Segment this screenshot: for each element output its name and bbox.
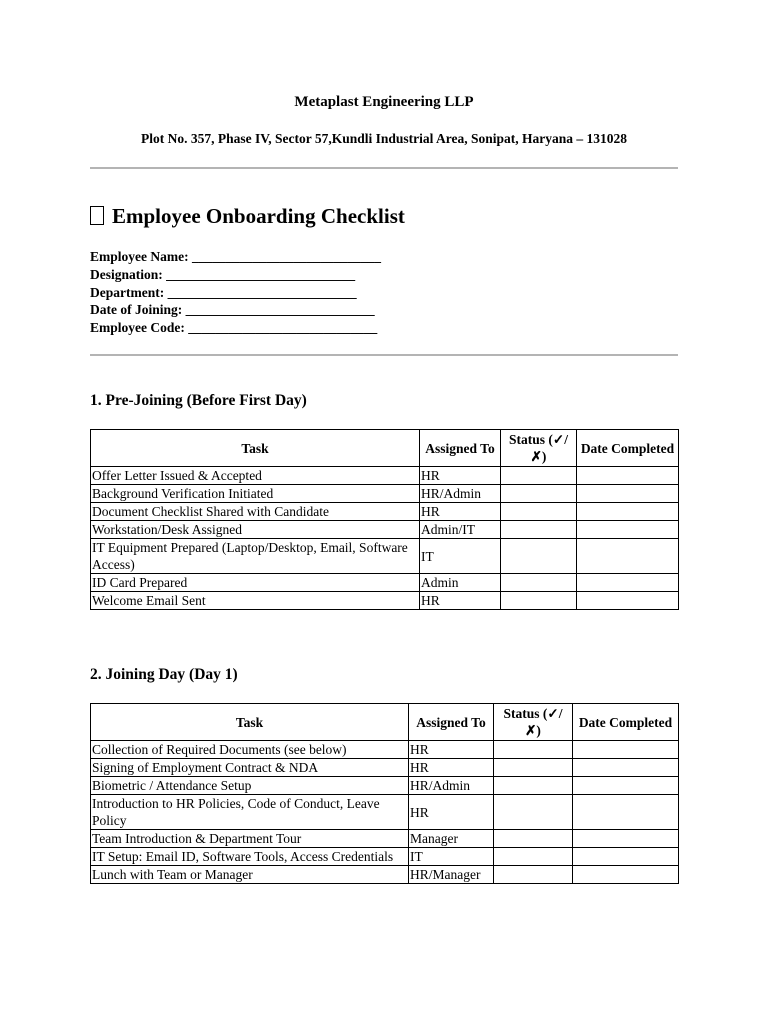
column-header-assigned-to: Assigned To <box>409 704 494 741</box>
assigned-to-cell: IT <box>409 848 494 866</box>
task-cell: Team Introduction & Department Tour <box>91 830 409 848</box>
status-cell[interactable] <box>501 574 577 592</box>
table-row <box>91 485 679 503</box>
assigned-to-cell: HR <box>420 467 501 485</box>
date-completed-cell[interactable] <box>577 539 679 574</box>
date-completed-cell[interactable] <box>573 848 679 866</box>
table-row <box>91 795 679 830</box>
column-header-date-completed: Date Completed <box>573 704 679 741</box>
date-completed-cell[interactable] <box>577 503 679 521</box>
task-cell: Biometric / Attendance Setup <box>91 777 409 795</box>
column-header-assigned-to: Assigned To <box>420 430 501 467</box>
status-cell[interactable] <box>501 503 577 521</box>
task-cell: IT Setup: Email ID, Software Tools, Access Credentials <box>91 848 409 866</box>
task-cell: Document Checklist Shared with Candidate <box>91 503 420 521</box>
date-completed-cell[interactable] <box>577 521 679 539</box>
status-cell[interactable] <box>494 759 573 777</box>
task-cell: IT Equipment Prepared (Laptop/Desktop, Email, Software Access) <box>91 539 420 574</box>
date-completed-cell[interactable] <box>577 592 679 610</box>
page-title <box>90 204 405 229</box>
table-row <box>91 848 679 866</box>
table-header-row <box>91 704 679 741</box>
date-completed-cell[interactable] <box>573 795 679 830</box>
assigned-to-cell: Admin <box>420 574 501 592</box>
status-cell[interactable] <box>501 592 577 610</box>
date-completed-cell[interactable] <box>573 759 679 777</box>
status-cell[interactable] <box>501 539 577 574</box>
task-cell: Offer Letter Issued & Accepted <box>91 467 420 485</box>
task-cell: Signing of Employment Contract & NDA <box>91 759 409 777</box>
date-completed-cell[interactable] <box>573 866 679 884</box>
page-title-text: Employee Onboarding Checklist <box>112 204 405 228</box>
column-header-task: Task <box>91 430 420 467</box>
table-row <box>91 574 679 592</box>
company-name: Metaplast Engineering LLP <box>294 94 474 110</box>
date-completed-cell[interactable] <box>577 467 679 485</box>
status-cell[interactable] <box>494 848 573 866</box>
assigned-to-cell: Admin/IT <box>420 521 501 539</box>
section-heading-pre-joining: 1. Pre-Joining (Before First Day) <box>90 392 307 409</box>
date-of-joining-field: Date of Joining: ____________________________ <box>90 302 375 318</box>
section-heading-joining-day: 2. Joining Day (Day 1) <box>90 666 238 683</box>
status-cell[interactable] <box>501 485 577 503</box>
divider <box>90 167 678 169</box>
checklist-icon <box>90 206 104 225</box>
assigned-to-cell: IT <box>420 539 501 574</box>
date-completed-cell[interactable] <box>577 485 679 503</box>
assigned-to-cell: Manager <box>409 830 494 848</box>
task-cell: Lunch with Team or Manager <box>91 866 409 884</box>
designation-field: Designation: ____________________________ <box>90 266 356 282</box>
status-cell[interactable] <box>494 795 573 830</box>
department-field: Department: ____________________________ <box>90 284 357 300</box>
status-cell[interactable] <box>501 521 577 539</box>
assigned-to-cell: HR <box>409 795 494 830</box>
pre-joining-rows <box>91 467 679 610</box>
table-row <box>91 521 679 539</box>
table-row <box>91 830 679 848</box>
status-cell[interactable] <box>494 741 573 759</box>
assigned-to-cell: HR/Admin <box>409 777 494 795</box>
joining-day-table <box>90 703 679 884</box>
status-cell[interactable] <box>494 830 573 848</box>
column-header-status: Status (✓/✗) <box>501 430 577 467</box>
table-row <box>91 503 679 521</box>
column-header-task: Task <box>91 704 409 741</box>
date-completed-cell[interactable] <box>573 741 679 759</box>
assigned-to-cell: HR <box>420 592 501 610</box>
joining-day-rows <box>91 741 679 884</box>
table-row <box>91 539 679 574</box>
task-cell: Welcome Email Sent <box>91 592 420 610</box>
employee-name-field: Employee Name: ____________________________ <box>90 249 381 264</box>
assigned-to-cell: HR/Admin <box>420 485 501 503</box>
status-cell[interactable] <box>494 777 573 795</box>
table-row <box>91 741 679 759</box>
date-completed-cell[interactable] <box>573 830 679 848</box>
assigned-to-cell: HR <box>409 759 494 777</box>
date-completed-cell[interactable] <box>573 777 679 795</box>
task-cell: Collection of Required Documents (see below) <box>91 741 409 759</box>
status-cell[interactable] <box>501 467 577 485</box>
date-completed-cell[interactable] <box>577 574 679 592</box>
task-cell: Introduction to HR Policies, Code of Conduct, Leave Policy <box>91 795 409 830</box>
assigned-to-cell: HR <box>409 741 494 759</box>
table-row <box>91 777 679 795</box>
status-cell[interactable] <box>494 866 573 884</box>
task-cell: Workstation/Desk Assigned <box>91 521 420 539</box>
task-cell: Background Verification Initiated <box>91 485 420 503</box>
assigned-to-cell: HR <box>420 503 501 521</box>
divider <box>90 354 678 356</box>
column-header-date-completed: Date Completed <box>577 430 679 467</box>
table-row <box>91 866 679 884</box>
table-header-row <box>91 430 679 467</box>
table-row <box>91 592 679 610</box>
employee-details <box>90 248 381 337</box>
pre-joining-table <box>90 429 679 610</box>
employee-code-field: Employee Code: ____________________________ <box>90 320 378 336</box>
assigned-to-cell: HR/Manager <box>409 866 494 884</box>
task-cell: ID Card Prepared <box>91 574 420 592</box>
company-address: Plot No. 357, Phase IV, Sector 57,Kundli Industrial Area, Sonipat, Haryana – 131028 <box>140 131 628 146</box>
table-row <box>91 467 679 485</box>
table-row <box>91 759 679 777</box>
column-header-status: Status (✓/✗) <box>494 704 573 741</box>
